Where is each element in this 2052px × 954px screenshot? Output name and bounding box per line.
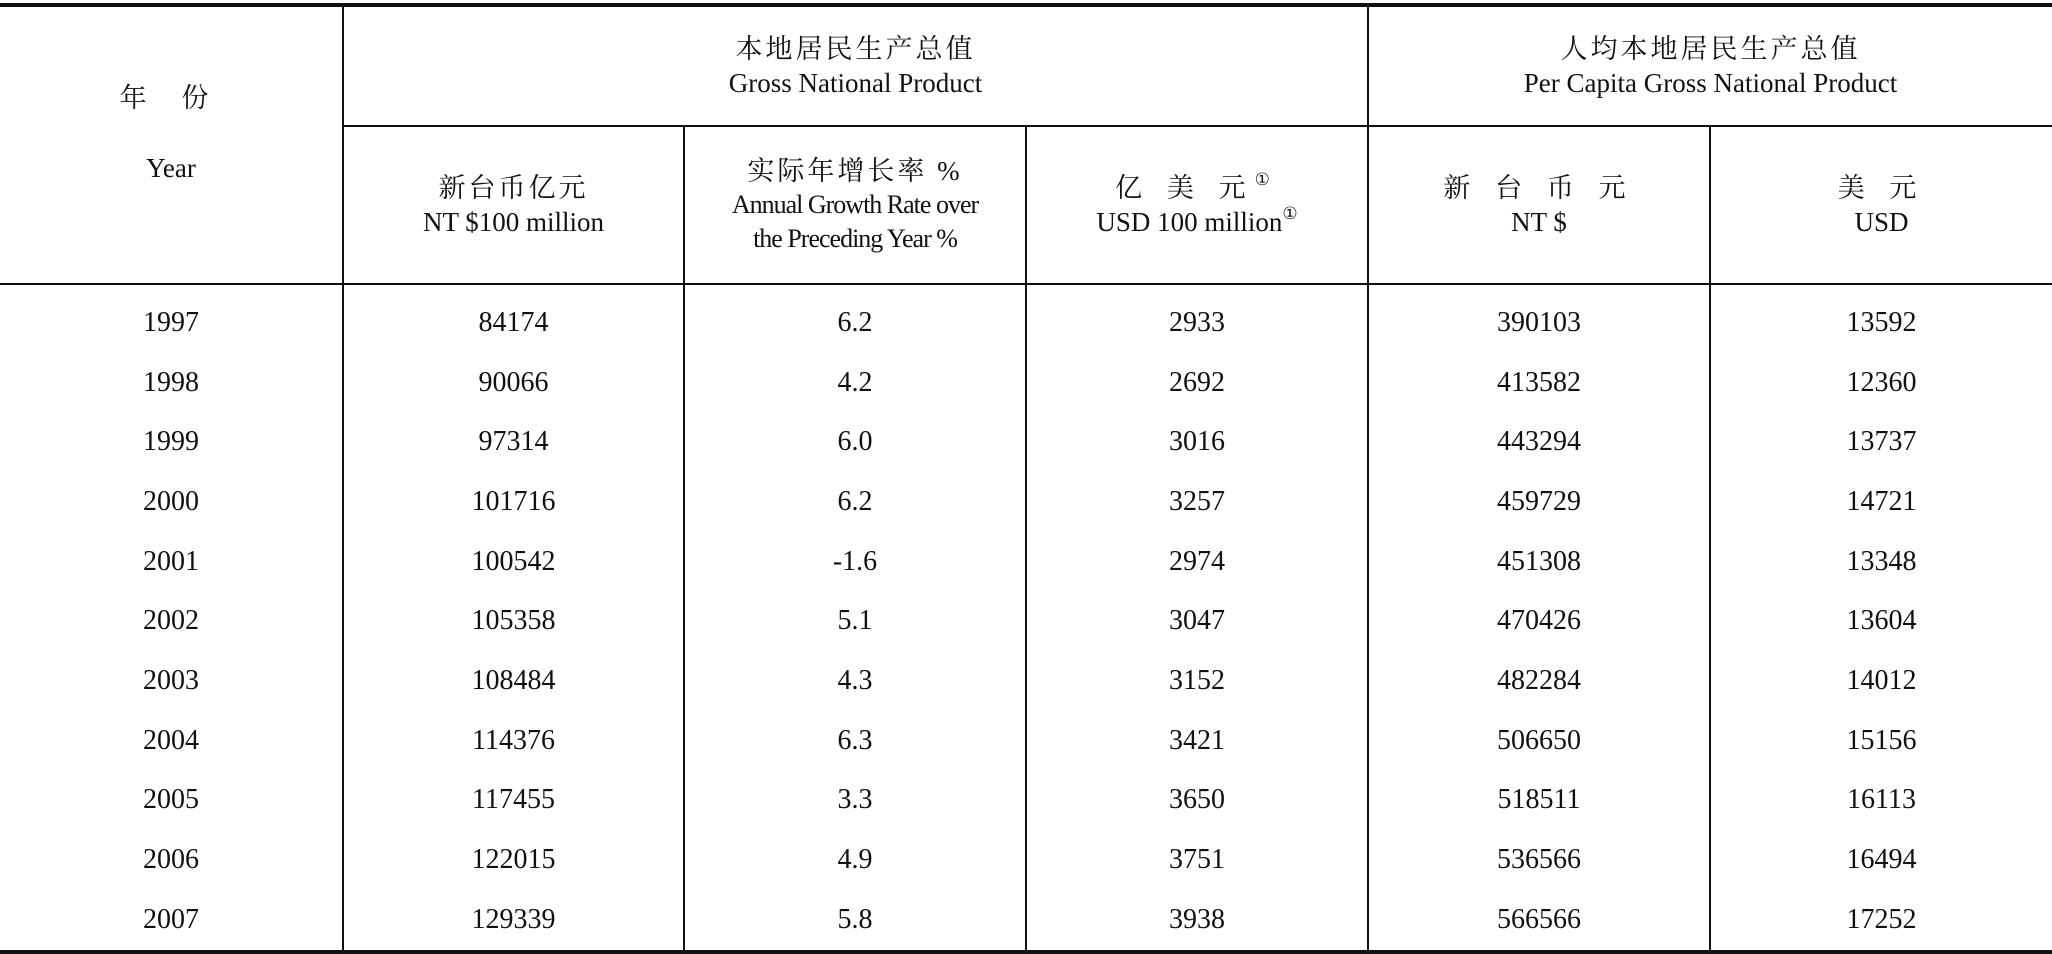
cell-per-capita-usd: 14721	[1710, 472, 2052, 532]
cell-growth-rate: 5.1	[684, 591, 1026, 651]
col-header-pcusd-en: USD	[1854, 207, 1909, 237]
cell-usd: 3047	[1026, 591, 1368, 651]
cell-per-capita-usd: 13592	[1710, 284, 2052, 353]
cell-nt: 129339	[343, 890, 684, 952]
cell-per-capita-usd: 16113	[1710, 771, 2052, 831]
cell-usd: 2692	[1026, 353, 1368, 413]
col-header-usd-en	[1027, 205, 1367, 239]
cell-nt: 97314	[343, 412, 684, 472]
cell-year: 2002	[143, 605, 199, 637]
cell-per-capita-usd: 13737	[1710, 412, 2052, 472]
col-header-nt	[343, 126, 684, 284]
cell-per-capita-nt: 566566	[1368, 890, 1710, 952]
cell-per-capita-usd: 17252	[1710, 890, 2052, 952]
cell-usd: 3650	[1026, 771, 1368, 831]
cell-growth-rate: 4.2	[684, 353, 1026, 413]
cell-nt: 100542	[343, 532, 684, 592]
gnp-table	[0, 3, 2052, 954]
year-header-en: Year	[146, 153, 196, 183]
cell-per-capita-nt: 413582	[1368, 353, 1710, 413]
cell-year: 2007	[0, 890, 343, 952]
cell-year: 2000	[143, 485, 199, 517]
cell-per-capita-nt: 390103	[1368, 284, 1710, 353]
cell-per-capita-nt: 459729	[1368, 472, 1710, 532]
table-row	[0, 353, 2052, 413]
footnote-mark: ①	[1282, 204, 1298, 223]
col-header-pcusd-zh: 美 元	[1837, 173, 1926, 203]
col-header-per-capita-usd	[1710, 126, 2052, 284]
cell-per-capita-nt: 443294	[1368, 412, 1710, 472]
cell-usd: 2933	[1026, 284, 1368, 353]
cell-nt: 114376	[343, 711, 684, 771]
col-header-usd-en-text: USD 100 million	[1096, 207, 1283, 237]
per-capita-gnp-group-header	[1368, 5, 2052, 126]
cell-nt: 105358	[343, 591, 684, 651]
col-header-pcnt-en: NT $	[1511, 207, 1567, 237]
cell-growth-rate: 5.8	[684, 890, 1026, 952]
header-row-groups	[0, 5, 2052, 126]
table-row	[0, 591, 2052, 651]
footnote-mark: ①	[1254, 170, 1279, 189]
gnp-group-header	[343, 5, 1368, 126]
cell-per-capita-usd: 15156	[1710, 711, 2052, 771]
cell-growth-rate: 4.3	[684, 651, 1026, 711]
cell-per-capita-usd: 12360	[1710, 353, 2052, 413]
cell-nt: 101716	[343, 472, 684, 532]
cell-per-capita-usd: 13604	[1710, 591, 2052, 651]
col-header-usd-zh-text: 亿 美 元	[1115, 173, 1255, 203]
table-row	[0, 830, 2052, 890]
per-capita-gnp-header-zh: 人均本地居民生产总值	[1560, 34, 1861, 64]
table-row	[0, 711, 2052, 771]
col-header-usd-zh	[1027, 171, 1367, 205]
cell-per-capita-nt: 470426	[1368, 591, 1710, 651]
col-header-nt-en: NT $100 million	[422, 207, 604, 237]
cell-growth-rate: 6.2	[684, 284, 1026, 353]
year-header-zh: 年 份	[119, 83, 223, 113]
gnp-header-zh: 本地居民生产总值	[735, 34, 976, 64]
cell-growth-rate: 3.3	[684, 771, 1026, 831]
table-row	[0, 532, 2052, 592]
table-header	[0, 5, 2052, 284]
cell-usd: 3938	[1026, 890, 1368, 952]
cell-nt: 122015	[343, 830, 684, 890]
cell-growth-rate: 6.3	[684, 711, 1026, 771]
col-header-usd	[1026, 126, 1368, 284]
gnp-header-en: Gross National Product	[728, 68, 983, 98]
cell-per-capita-usd: 13348	[1710, 532, 2052, 592]
cell-year: 2003	[143, 664, 199, 696]
cell-growth-rate: -1.6	[684, 532, 1026, 592]
col-header-rate-en-line2: the Preceding Year %	[753, 224, 957, 253]
cell-growth-rate: 4.9	[684, 830, 1026, 890]
table-body	[0, 284, 2052, 952]
cell-year: 2001	[143, 545, 199, 577]
cell-per-capita-usd: 14012	[1710, 651, 2052, 711]
col-header-nt-zh: 新台币亿元	[438, 173, 589, 203]
cell-year: 1998	[143, 366, 199, 398]
cell-year: 2005	[143, 784, 199, 816]
col-header-rate-en-line1: Annual Growth Rate over	[731, 190, 979, 219]
cell-nt: 108484	[343, 651, 684, 711]
table-row	[0, 651, 2052, 711]
per-capita-gnp-header-en: Per Capita Gross National Product	[1523, 68, 1898, 98]
table-row	[0, 412, 2052, 472]
cell-year: 2006	[143, 844, 199, 876]
cell-growth-rate: 6.2	[684, 472, 1026, 532]
cell-usd: 3257	[1026, 472, 1368, 532]
table-row	[0, 284, 2052, 353]
cell-usd: 3421	[1026, 711, 1368, 771]
cell-per-capita-nt: 506650	[1368, 711, 1710, 771]
cell-year: 1999	[143, 426, 199, 458]
cell-per-capita-nt: 451308	[1368, 532, 1710, 592]
table-row	[0, 472, 2052, 532]
cell-usd: 3152	[1026, 651, 1368, 711]
cell-nt: 90066	[343, 353, 684, 413]
col-header-growth-rate	[684, 126, 1026, 284]
cell-nt: 84174	[343, 284, 684, 353]
cell-usd: 2974	[1026, 532, 1368, 592]
cell-year: 1997	[143, 306, 199, 338]
cell-per-capita-usd: 16494	[1710, 830, 2052, 890]
cell-per-capita-nt: 518511	[1368, 771, 1710, 831]
cell-usd: 3751	[1026, 830, 1368, 890]
cell-growth-rate: 6.0	[684, 412, 1026, 472]
cell-usd: 3016	[1026, 412, 1368, 472]
cell-per-capita-nt: 536566	[1368, 830, 1710, 890]
table-row	[0, 890, 2052, 952]
col-header-rate-zh: 实际年增长率 %	[747, 156, 963, 186]
cell-year: 2004	[143, 724, 199, 756]
cell-per-capita-nt: 482284	[1368, 651, 1710, 711]
table-row	[0, 771, 2052, 831]
col-header-pcnt-zh: 新 台 币 元	[1443, 173, 1635, 203]
year-header	[0, 5, 343, 284]
col-header-per-capita-nt	[1368, 126, 1710, 284]
cell-nt: 117455	[343, 771, 684, 831]
